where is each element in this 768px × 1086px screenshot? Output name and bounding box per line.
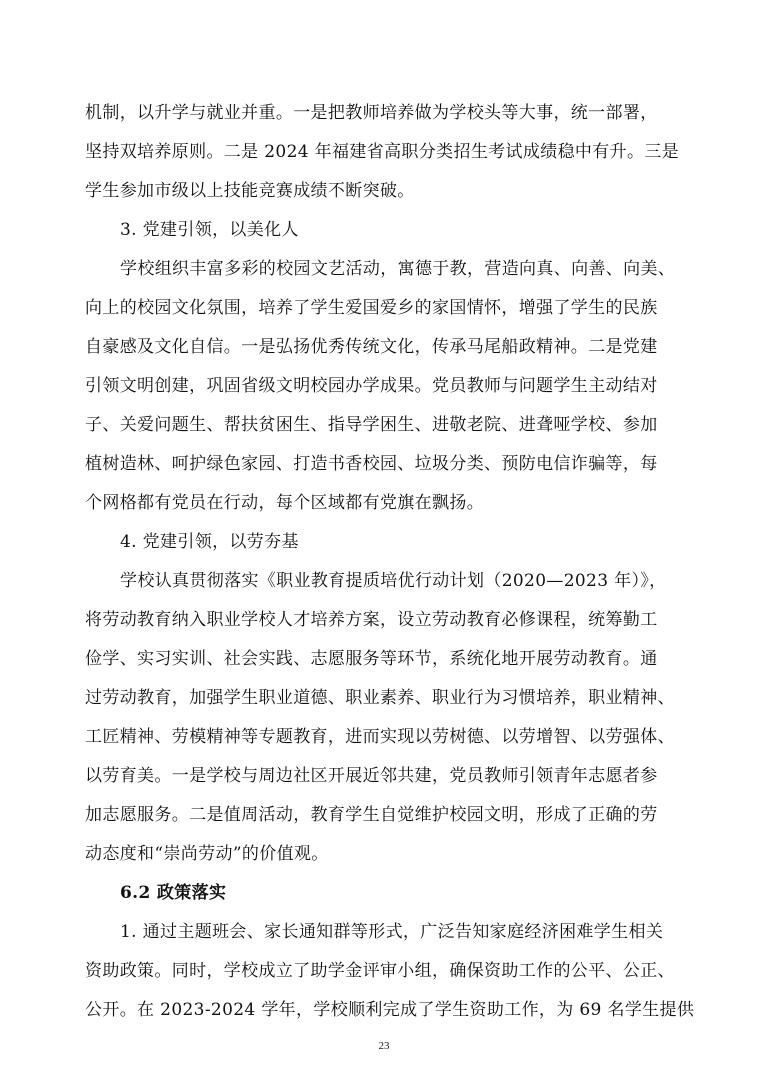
body-text-line: 植树造林、呵护绿色家园、打造书香校园、垃圾分类、预防电信诈骗等，每 [85,454,658,474]
body-text-line: 工匠精神、劳模精神等专题教育，进而实现以劳树德、以劳增智、以劳强体、 [85,727,675,747]
page-number: 23 [378,1040,390,1052]
body-text-line: 加志愿服务。二是值周活动，教育学生自觉维护校园文明，形成了正确的劳 [85,805,658,825]
body-text-line: 向上的校园文化氛围，培养了学生爱国爱乡的家国情怀，增强了学生的民族 [85,298,658,318]
body-text-line: 过劳动教育，加强学生职业道德、职业素养、职业行为习惯培养，职业精神、 [85,688,675,708]
body-text-line: 以劳育美。一是学校与周边社区开展近邻共建，党员教师引领青年志愿者参 [85,766,658,786]
body-text-line: 学校认真贯彻落实《职业教育提质培优行动计划（2020—2023 年）》， [120,571,667,591]
section-subheading: 3. 党建引领，以美化人 [120,220,299,240]
body-text-line: 子、关爱问题生、帮扶贫困生、指导学困生、进敬老院、进聋哑学校、参加 [85,415,658,435]
body-text-line: 引领文明创建，巩固省级文明校园办学成果。党员教师与问题学生主动结对 [85,376,658,396]
body-text-line: 公开。在 2023-2024 学年，学校顺利完成了学生资助工作，为 69 名学生提供 [85,1000,695,1020]
body-text-line: 将劳动教育纳入职业学校人才培养方案，设立劳动教育必修课程，统筹勤工 [85,610,658,630]
section-heading: 6.2 政策落实 [120,883,227,903]
body-text-line: 机制，以升学与就业并重。一是把教师培养做为学校头等大事，统一部署， [85,103,658,123]
body-text-line: 学生参加市级以上技能竞赛成绩不断突破。 [85,181,415,201]
section-subheading: 4. 党建引领，以劳夯基 [120,532,299,552]
body-text-line: 资助政策。同时，学校成立了助学金评审小组，确保资助工作的公平、公正、 [85,961,675,981]
body-text-line: 坚持双培养原则。二是 2024 年福建省高职分类招生考试成绩稳中有升。三是 [85,142,680,162]
body-text-line: 俭学、实习实训、社会实践、志愿服务等环节，系统化地开展劳动教育。通 [85,649,658,669]
body-text-line: 学校组织丰富多彩的校园文艺活动，寓德于教，营造向真、向善、向美、 [120,259,676,279]
body-text-line: 1. 通过主题班会、家长通知群等形式，广泛告知家庭经济困难学生相关 [120,922,664,942]
body-text-line: 个网格都有党员在行动，每个区域都有党旗在飘扬。 [85,493,485,513]
body-text-line: 自豪感及文化自信。一是弘扬优秀传统文化，传承马尾船政精神。二是党建 [85,337,658,357]
body-text-line: 动态度和“崇尚劳动”的价值观。 [85,844,329,864]
